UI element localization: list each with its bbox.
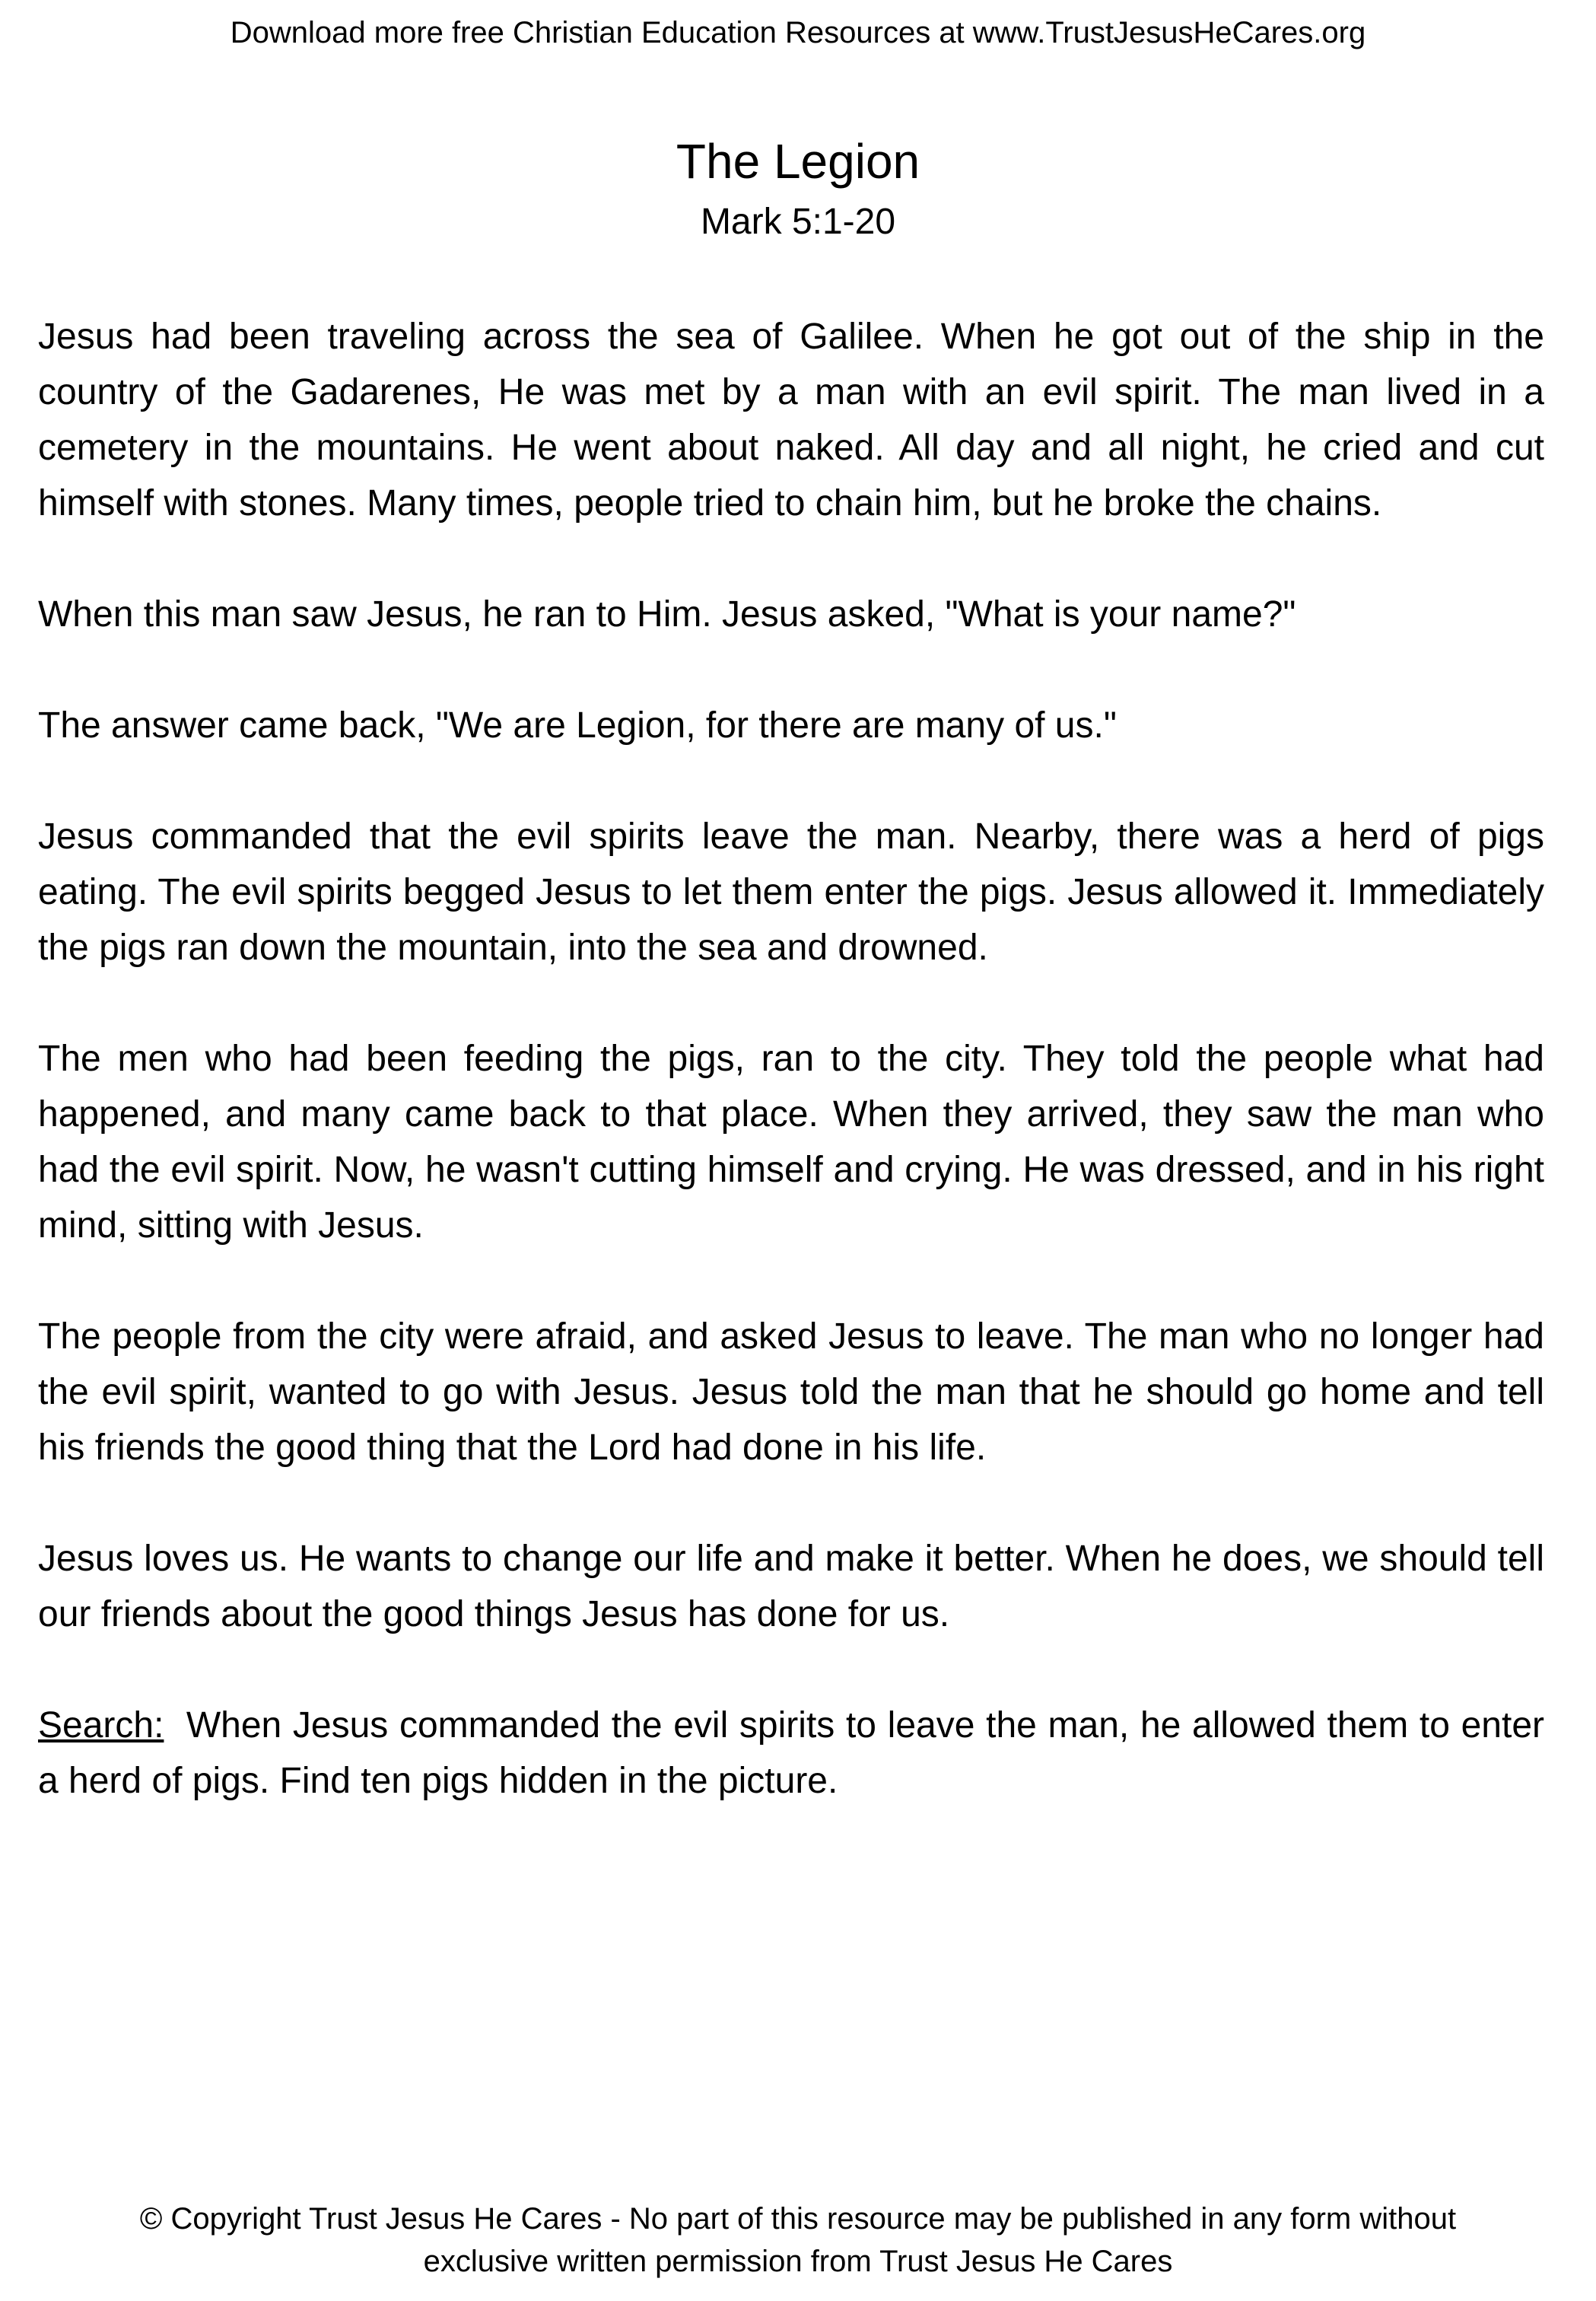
story-body xyxy=(38,309,1544,1809)
scripture-reference: Mark 5:1-20 xyxy=(700,202,896,242)
story-paragraph: Jesus had been traveling across the sea of Galilee. When he got out of the ship in the country of the Gadarenes, He was met by a man with an evil spirit. The man lived in a cemetery in the mountains. He went about naked. All day and all night, he cried and cut himself with stones. Many times, people tried to chain him, but he broke the chains. xyxy=(38,317,1544,524)
story-paragraph: The people from the city were afraid, and asked Jesus to leave. The man who no longer had the evil spirit, wanted to go with Jesus. Jesus told the man that he should go home and tell his friends the good thing that the Lord had done in his life. xyxy=(38,1316,1544,1468)
story-paragraph: Jesus commanded that the evil spirits leave the man. Nearby, there was a herd of pigs eating. The evil spirits begged Jesus to let them enter the pigs. Jesus allowed it. Immediately the pigs ran down the mountain, into the sea and drowned. xyxy=(38,816,1544,968)
search-label: Search: xyxy=(38,1705,164,1746)
header-download-note: Download more free Christian Education Resources at www.TrustJesusHeCares.org xyxy=(230,16,1366,49)
search-activity xyxy=(38,1698,1544,1809)
search-instructions: When Jesus commanded the evil spirits to leave the man, he allowed them to enter a herd of pigs. Find ten pigs hidden in the picture. xyxy=(38,1705,1545,1801)
story-paragraph: The men who had been feeding the pigs, ran to the city. They told the people what had happened, and many came back to that place. When they arrived, they saw the man who had the evil spirit. Now, he wasn't cutting himself and crying. He was dressed, and in his right mind, sitting with Jesus. xyxy=(38,1039,1544,1246)
copyright-footer xyxy=(0,2198,1596,2283)
story-paragraph: The answer came back, "We are Legion, for there are many of us." xyxy=(38,705,1117,746)
page-title: The Legion xyxy=(676,134,920,189)
story-paragraph: Jesus loves us. He wants to change our life and make it better. When he does, we should tell our friends about the good things Jesus has done for us. xyxy=(38,1539,1544,1634)
copyright-line-1: © Copyright Trust Jesus He Cares - No part of this resource may be published in any form without xyxy=(139,2202,1457,2236)
copyright-line-2: exclusive written permission from Trust Jesus He Cares xyxy=(423,2245,1173,2278)
story-paragraph: When this man saw Jesus, he ran to Him. Jesus asked, "What is your name?" xyxy=(38,594,1296,635)
